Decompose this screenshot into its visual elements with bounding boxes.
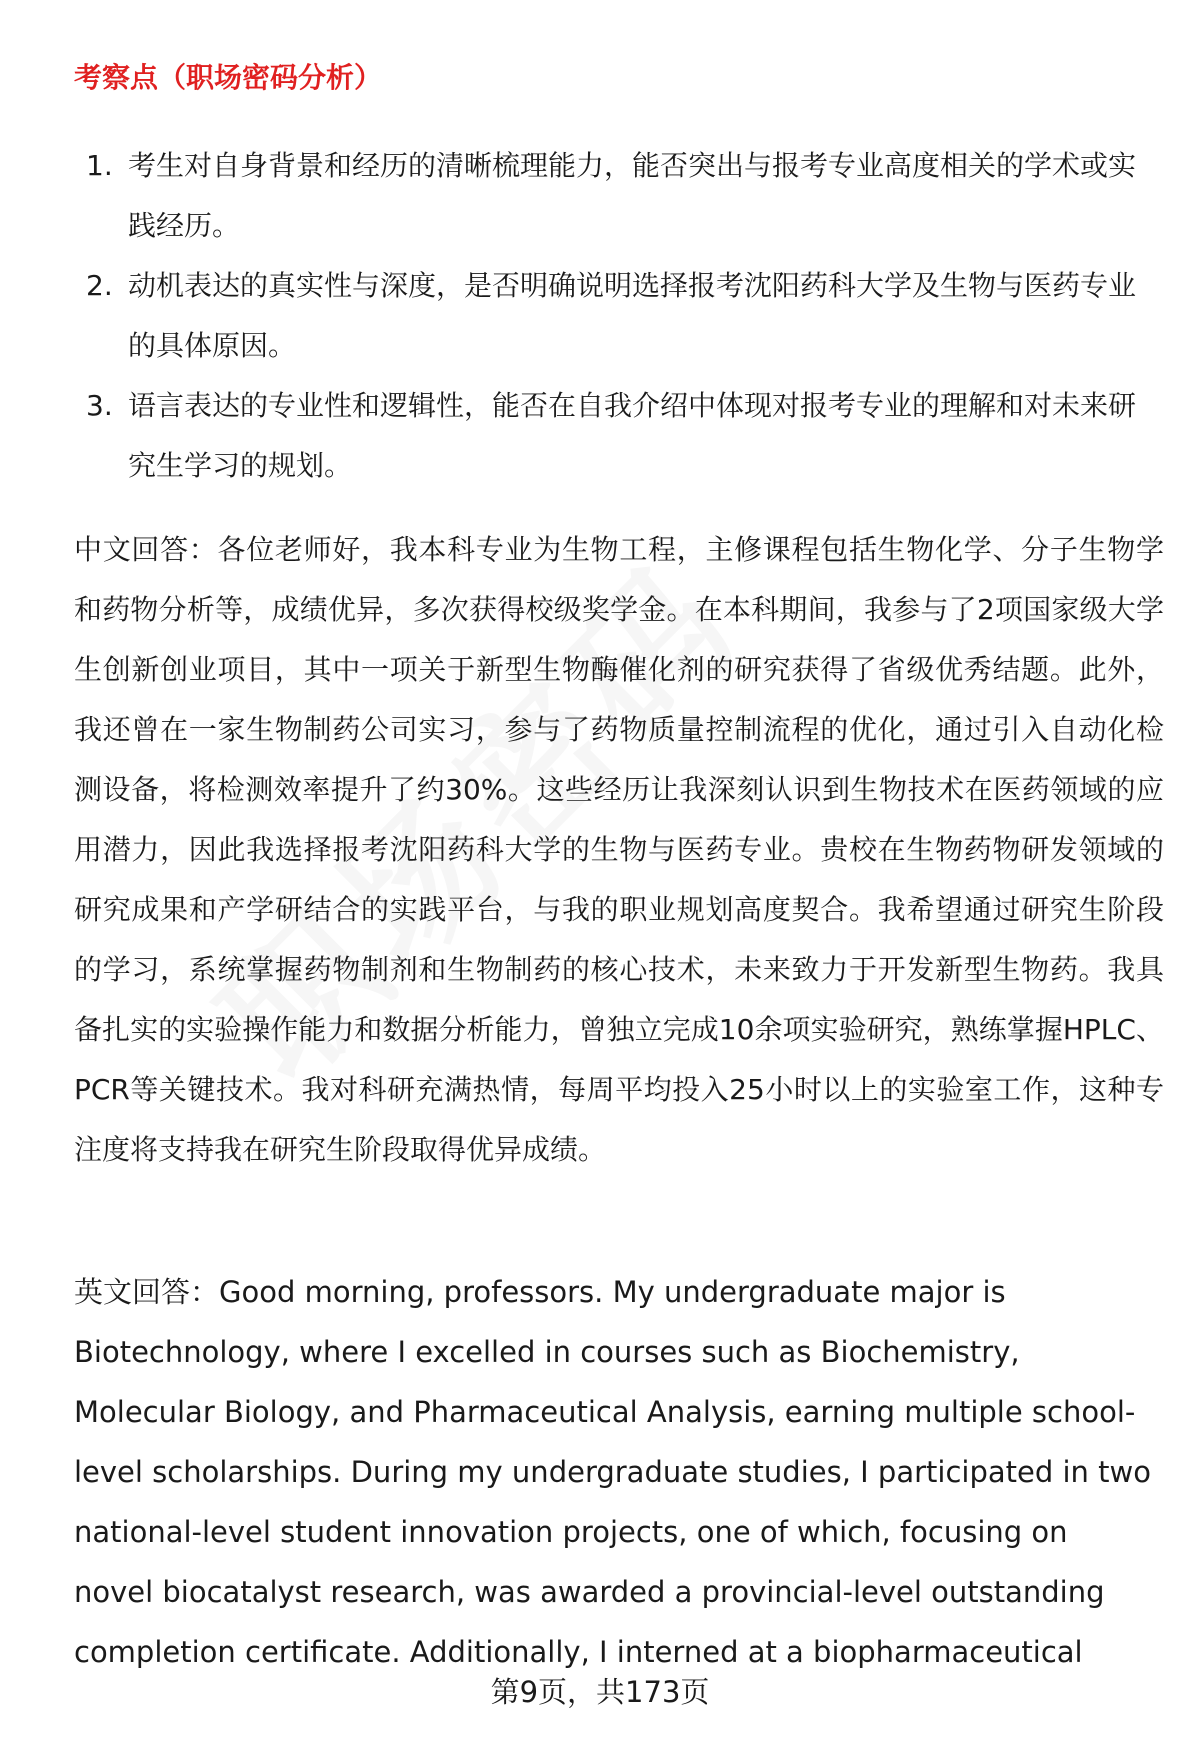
exam-point-text: 语言表达的专业性和逻辑性，能否在自我介绍中体现对报考专业的理解和对未来研究生学习的规划。 (128, 389, 1137, 482)
exam-point-number: 1. (86, 149, 113, 182)
exam-points-list (74, 136, 1144, 496)
exam-point (74, 136, 1144, 256)
english-answer-label: 英文回答： (74, 1275, 220, 1309)
chinese-answer-label: 中文回答： (74, 533, 218, 566)
english-answer (74, 1262, 1154, 1682)
exam-point (74, 256, 1144, 376)
page-number-footer: 第9页，共173页 (490, 1675, 710, 1709)
exam-point (74, 376, 1144, 496)
chinese-answer-text: 各位老师好，我本科专业为生物工程，主修课程包括生物化学、分子生物学和药物分析等，成绩优异，多次获得校级奖学金。在本科期间，我参与了2项国家级大学生创新创业项目，其中一项关于新型生物酶催化剂的研究获得了省级优秀结题。此外，我还曾在一家生物制药公司实习，参与了药物质量控制流程的优化，通过引入自动化检测设备，将检测效率提升了约30%。这些经历让我深刻认识到生物技术在医药领域的应用潜力，因此我选择报考沈阳药科大学的生物与医药专业。贵校在生物药物研发领域的研究成果和产学研结合的实践平台，与我的职业规划高度契合。我希望通过研究生阶段的学习，系统掌握药物制剂和生物制药的核心技术，未来致力于开发新型生物药。我具备扎实的实验操作能力和数据分析能力，曾独立完成10余项实验研究，熟练掌握HPLC、PCR等关键技术。我对科研充满热情，每周平均投入25小时以上的实验室工作，这种专注度将支持我在研究生阶段取得优异成绩。 (74, 533, 1164, 1166)
chinese-answer (74, 520, 1164, 1180)
section-heading: 考察点（职场密码分析） (74, 61, 383, 94)
exam-point-text: 动机表达的真实性与深度，是否明确说明选择报考沈阳药科大学及生物与医药专业的具体原因。 (128, 269, 1137, 362)
exam-point-number: 2. (86, 269, 113, 302)
exam-point-number: 3. (86, 389, 113, 422)
exam-point-text: 考生对自身背景和经历的清晰梳理能力，能否突出与报考专业高度相关的学术或实践经历。 (128, 149, 1137, 242)
english-answer-text: Good morning, professors. My undergraduate major is Biotechnology, where I excelled in courses such as Biochemistry, Molecular Biology, and Pharmaceutical Analysis, earning multiple school-level scholarships. During my undergraduate studies, I participated in two national-level student innovation projects, one of which, focusing on novel biocatalyst research, was awarded a provincial-level outstanding completion certificate. Additionally, I interned at a biopharmaceutical (74, 1275, 1151, 1669)
